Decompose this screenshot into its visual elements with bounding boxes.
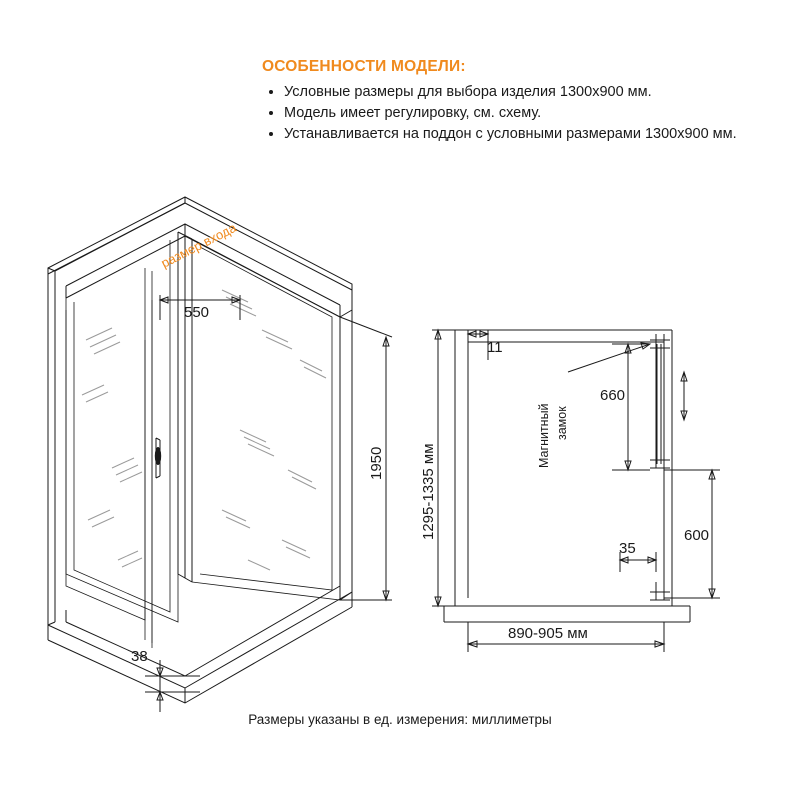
height-1950-value: 1950 <box>368 446 385 480</box>
offset-11-value: 11 <box>487 339 503 356</box>
isometric-view <box>48 197 392 712</box>
width-range-value: 890-905 мм <box>508 625 588 642</box>
list-item: • Устанавливается на поддон с условными размерами 1300x900 мм. <box>284 124 762 144</box>
entrance-size-value: 550 <box>184 304 210 321</box>
entrance-size-label: размер входа <box>158 219 239 271</box>
side-height-600-value: 600 <box>684 527 710 544</box>
glass-reflection-hatch <box>82 290 326 570</box>
height-range-value: 1295-1335 мм <box>420 443 437 540</box>
magnetic-lock-label: Магнитный <box>537 403 551 468</box>
features-title: ОСОБЕННОСТИ МОДЕЛИ: <box>262 58 466 75</box>
plan-view <box>420 330 720 652</box>
magnetic-lock-label-2: замок <box>555 406 569 440</box>
offset-35-value: 35 <box>619 540 636 557</box>
list-item: • Условные размеры для выбора изделия 1300x900 мм. <box>284 82 762 102</box>
lock-height-660-value: 660 <box>600 387 626 404</box>
footnote: Размеры указаны в ед. измерения: миллиметры <box>248 712 552 727</box>
list-item: • Модель имеет регулировку, см. схему. <box>284 103 762 123</box>
base-height-value: 38 <box>131 648 148 665</box>
